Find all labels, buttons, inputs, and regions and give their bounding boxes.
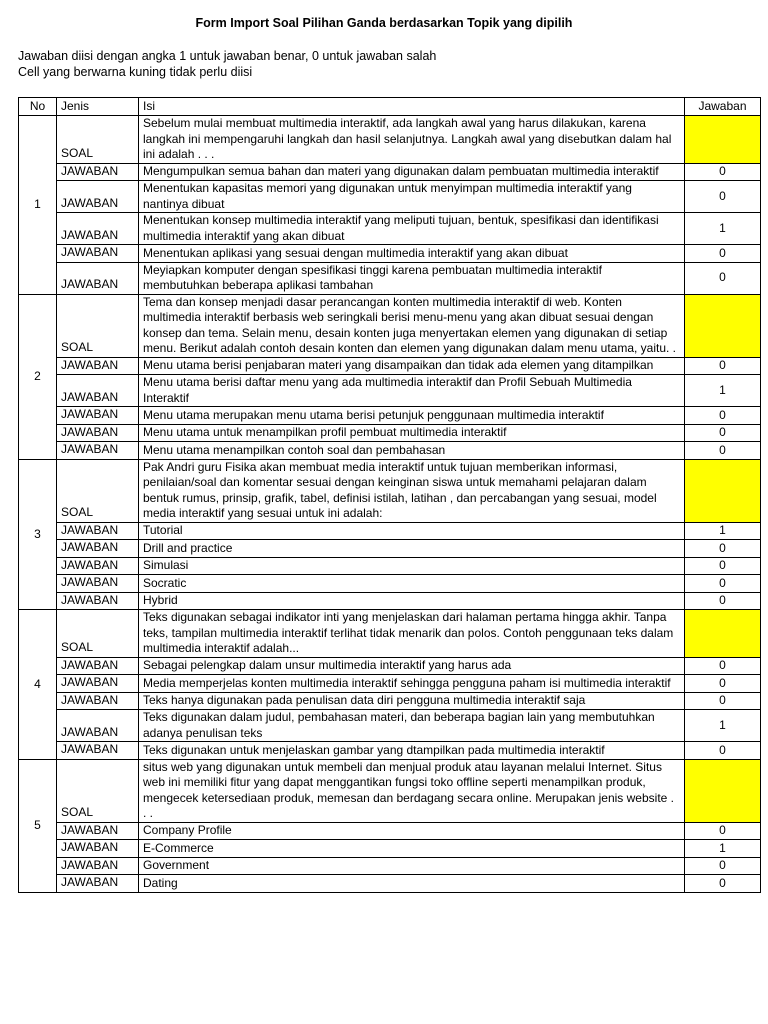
- answer-option-text: Government: [139, 857, 685, 875]
- answer-row: [19, 875, 761, 893]
- question-row: [19, 459, 761, 522]
- answer-value-cell[interactable]: 0: [685, 540, 761, 558]
- answer-option-text: Drill and practice: [139, 540, 685, 558]
- answer-row: [19, 822, 761, 840]
- answer-value-cell[interactable]: 1: [685, 213, 761, 245]
- answer-option-text: Menentukan kapasitas memori yang digunakan untuk menyimpan multimedia interaktif yang nantinya dibuat: [139, 181, 685, 213]
- answer-cell-disabled: [685, 610, 761, 658]
- header-jenis: Jenis: [57, 98, 139, 116]
- answer-row: [19, 840, 761, 858]
- instruction-note: Cell yang berwarna kuning tidak perlu diisi: [18, 65, 253, 79]
- table-body: [19, 116, 761, 893]
- answer-value-cell[interactable]: 0: [685, 424, 761, 442]
- answer-value-cell[interactable]: 1: [685, 710, 761, 742]
- question-text: situs web yang digunakan untuk membeli dan menjual produk atau layanan melalui Internet. Situs web ini memiliki fitur yang dapat menggantikan fungsi toko offline seperti menampilkan produk, mengecek ketersediaan produk, memesan dan berdagang secara online. Merupakan jenis website . . .: [139, 759, 685, 822]
- jenis-soal: SOAL: [57, 294, 139, 357]
- answer-row: [19, 710, 761, 742]
- answer-row: [19, 675, 761, 693]
- answer-cell-disabled: [685, 294, 761, 357]
- answer-row: [19, 575, 761, 593]
- jenis-jawaban: JAWABAN: [57, 540, 139, 558]
- header-no: No: [19, 98, 57, 116]
- jenis-jawaban: JAWABAN: [57, 375, 139, 407]
- answer-value-cell[interactable]: 0: [685, 875, 761, 893]
- page-title: Form Import Soal Pilihan Ganda berdasarkan Topik yang dipilih: [195, 16, 573, 30]
- answer-option-text: Media memperjelas konten multimedia interaktif sehingga pengguna paham isi multimedia interaktif: [139, 675, 685, 693]
- question-number: 2: [19, 294, 57, 459]
- jenis-jawaban: JAWABAN: [57, 245, 139, 263]
- question-number: 3: [19, 459, 57, 610]
- answer-option-text: Hybrid: [139, 592, 685, 610]
- answer-option-text: Teks digunakan untuk menjelaskan gambar yang dtampilkan pada multimedia interaktif: [139, 742, 685, 760]
- answer-option-text: Meyiapkan komputer dengan spesifikasi tinggi karena pembuatan multimedia interaktif membutuhkan beberapa aplikasi tambahan: [139, 262, 685, 294]
- jenis-jawaban: JAWABAN: [57, 857, 139, 875]
- jenis-jawaban: JAWABAN: [57, 592, 139, 610]
- answer-cell-disabled: [685, 759, 761, 822]
- jenis-soal: SOAL: [57, 116, 139, 164]
- jenis-jawaban: JAWABAN: [57, 840, 139, 858]
- question-row: [19, 294, 761, 357]
- jenis-soal: SOAL: [57, 610, 139, 658]
- answer-value-cell[interactable]: 0: [685, 692, 761, 710]
- answer-row: [19, 181, 761, 213]
- question-row: [19, 116, 761, 164]
- answer-option-text: Menu utama untuk menampilkan profil pembuat multimedia interaktif: [139, 424, 685, 442]
- answer-option-text: Socratic: [139, 575, 685, 593]
- answer-option-text: Dating: [139, 875, 685, 893]
- jenis-jawaban: JAWABAN: [57, 657, 139, 675]
- answer-option-text: Menentukan aplikasi yang sesuai dengan multimedia interaktif yang akan dibuat: [139, 245, 685, 263]
- jenis-jawaban: JAWABAN: [57, 575, 139, 593]
- answer-value-cell[interactable]: 0: [685, 675, 761, 693]
- answer-value-cell[interactable]: 0: [685, 822, 761, 840]
- jenis-soal: SOAL: [57, 759, 139, 822]
- answer-option-text: Menu utama berisi daftar menu yang ada multimedia interaktif dan Profil Sebuah Multimedia Interaktif: [139, 375, 685, 407]
- answer-row: [19, 442, 761, 460]
- jenis-jawaban: JAWABAN: [57, 710, 139, 742]
- question-text: Teks digunakan sebagai indikator inti yang menjelaskan dari halaman pertama hingga akhir. Tanpa teks, tampilan multimedia interaktif terlihat tidak menarik dan polos. Contoh penggunaan teks dalam multimedia interaktif adalah...: [139, 610, 685, 658]
- jenis-jawaban: JAWABAN: [57, 675, 139, 693]
- answer-value-cell[interactable]: 0: [685, 181, 761, 213]
- answer-value-cell[interactable]: 0: [685, 357, 761, 375]
- answer-cell-disabled: [685, 459, 761, 522]
- question-number: 4: [19, 610, 57, 760]
- answer-option-text: Teks digunakan dalam judul, pembahasan materi, dan beberapa bagian lain yang membutuhkan adanya penulisan teks: [139, 710, 685, 742]
- answer-value-cell[interactable]: 0: [685, 742, 761, 760]
- answer-value-cell[interactable]: 1: [685, 375, 761, 407]
- answer-row: [19, 657, 761, 675]
- answer-value-cell[interactable]: 0: [685, 163, 761, 181]
- jenis-jawaban: JAWABAN: [57, 692, 139, 710]
- header-jawaban: Jawaban: [685, 98, 761, 116]
- table-header-row: [19, 98, 761, 116]
- answer-option-text: Simulasi: [139, 557, 685, 575]
- answer-option-text: Company Profile: [139, 822, 685, 840]
- answer-option-text: Menentukan konsep multimedia interaktif yang meliputi tujuan, bentuk, spesifikasi dan identifikasi multimedia interaktif yang akan dibuat: [139, 213, 685, 245]
- answer-option-text: Tutorial: [139, 522, 685, 540]
- answer-option-text: Sebagai pelengkap dalam unsur multimedia interaktif yang harus ada: [139, 657, 685, 675]
- answer-row: [19, 213, 761, 245]
- question-row: [19, 759, 761, 822]
- answer-value-cell[interactable]: 0: [685, 857, 761, 875]
- jenis-jawaban: JAWABAN: [57, 557, 139, 575]
- answer-row: [19, 424, 761, 442]
- jenis-jawaban: JAWABAN: [57, 163, 139, 181]
- jenis-jawaban: JAWABAN: [57, 442, 139, 460]
- answer-option-text: Mengumpulkan semua bahan dan materi yang digunakan dalam pembuatan multimedia interaktif: [139, 163, 685, 181]
- header-isi: Isi: [139, 98, 685, 116]
- answer-value-cell[interactable]: 0: [685, 245, 761, 263]
- answer-row: [19, 692, 761, 710]
- jenis-jawaban: JAWABAN: [57, 822, 139, 840]
- answer-row: [19, 592, 761, 610]
- answer-value-cell[interactable]: 0: [685, 442, 761, 460]
- instruction-note: Jawaban diisi dengan angka 1 untuk jawaban benar, 0 untuk jawaban salah: [18, 49, 437, 63]
- answer-option-text: Menu utama menampilkan contoh soal dan pembahasan: [139, 442, 685, 460]
- jenis-jawaban: JAWABAN: [57, 407, 139, 425]
- answer-value-cell[interactable]: 1: [685, 840, 761, 858]
- answer-option-text: Menu utama merupakan menu utama berisi petunjuk penggunaan multimedia interaktif: [139, 407, 685, 425]
- answer-value-cell[interactable]: 0: [685, 407, 761, 425]
- question-text: Tema dan konsep menjadi dasar perancangan konten multimedia interaktif di web. Konten multimedia interaktif berbasis web seringkali berisi menu-menu yang akan dibuat sesuai dengan konsep dan tema. Selain menu, desain konten juga menyertakan elemen yang digunakan di setiap menu. Berikut adalah contoh desain konten dan elemen yang digunakan dalam menu utama, yaitu. .: [139, 294, 685, 357]
- question-row: [19, 610, 761, 658]
- jenis-jawaban: JAWABAN: [57, 875, 139, 893]
- jenis-jawaban: JAWABAN: [57, 213, 139, 245]
- answer-value-cell[interactable]: 0: [685, 262, 761, 294]
- question-text: Sebelum mulai membuat multimedia interaktif, ada langkah awal yang harus dilakukan, karena langkah ini mempengaruhi langkah dan hasil selanjutnya. Langkah awal yang disebutkan dalam hal ini adalah . . .: [139, 116, 685, 164]
- question-table: [18, 97, 761, 893]
- jenis-jawaban: JAWABAN: [57, 181, 139, 213]
- answer-option-text: Menu utama berisi penjabaran materi yang disampaikan dan tidak ada elemen yang ditampilkan: [139, 357, 685, 375]
- answer-row: [19, 163, 761, 181]
- answer-row: [19, 407, 761, 425]
- answer-option-text: E-Commerce: [139, 840, 685, 858]
- jenis-jawaban: JAWABAN: [57, 742, 139, 760]
- answer-row: [19, 742, 761, 760]
- jenis-soal: SOAL: [57, 459, 139, 522]
- answer-row: [19, 522, 761, 540]
- answer-row: [19, 262, 761, 294]
- answer-value-cell[interactable]: 0: [685, 575, 761, 593]
- jenis-jawaban: JAWABAN: [57, 522, 139, 540]
- answer-cell-disabled: [685, 116, 761, 164]
- answer-row: [19, 245, 761, 263]
- question-number: 5: [19, 759, 57, 892]
- jenis-jawaban: JAWABAN: [57, 357, 139, 375]
- answer-row: [19, 557, 761, 575]
- answer-row: [19, 857, 761, 875]
- answer-value-cell[interactable]: 1: [685, 522, 761, 540]
- answer-row: [19, 357, 761, 375]
- question-text: Pak Andri guru Fisika akan membuat media interaktif untuk tujuan memberikan informasi, penilaian/soal dan komentar sesuai dengan keinginan siswa untuk memahami pelajaran dalam bentuk rumus, prinsip, grafik, tabel, definisi istilah, latihan , dan percabangan yang sesuai, model media interaktif yang sesuai untuk ini adalah:: [139, 459, 685, 522]
- answer-value-cell[interactable]: 0: [685, 657, 761, 675]
- jenis-jawaban: JAWABAN: [57, 424, 139, 442]
- answer-value-cell[interactable]: 0: [685, 557, 761, 575]
- answer-value-cell[interactable]: 0: [685, 592, 761, 610]
- answer-option-text: Teks hanya digunakan pada penulisan data diri pengguna multimedia interaktif saja: [139, 692, 685, 710]
- jenis-jawaban: JAWABAN: [57, 262, 139, 294]
- answer-row: [19, 375, 761, 407]
- question-number: 1: [19, 116, 57, 295]
- answer-row: [19, 540, 761, 558]
